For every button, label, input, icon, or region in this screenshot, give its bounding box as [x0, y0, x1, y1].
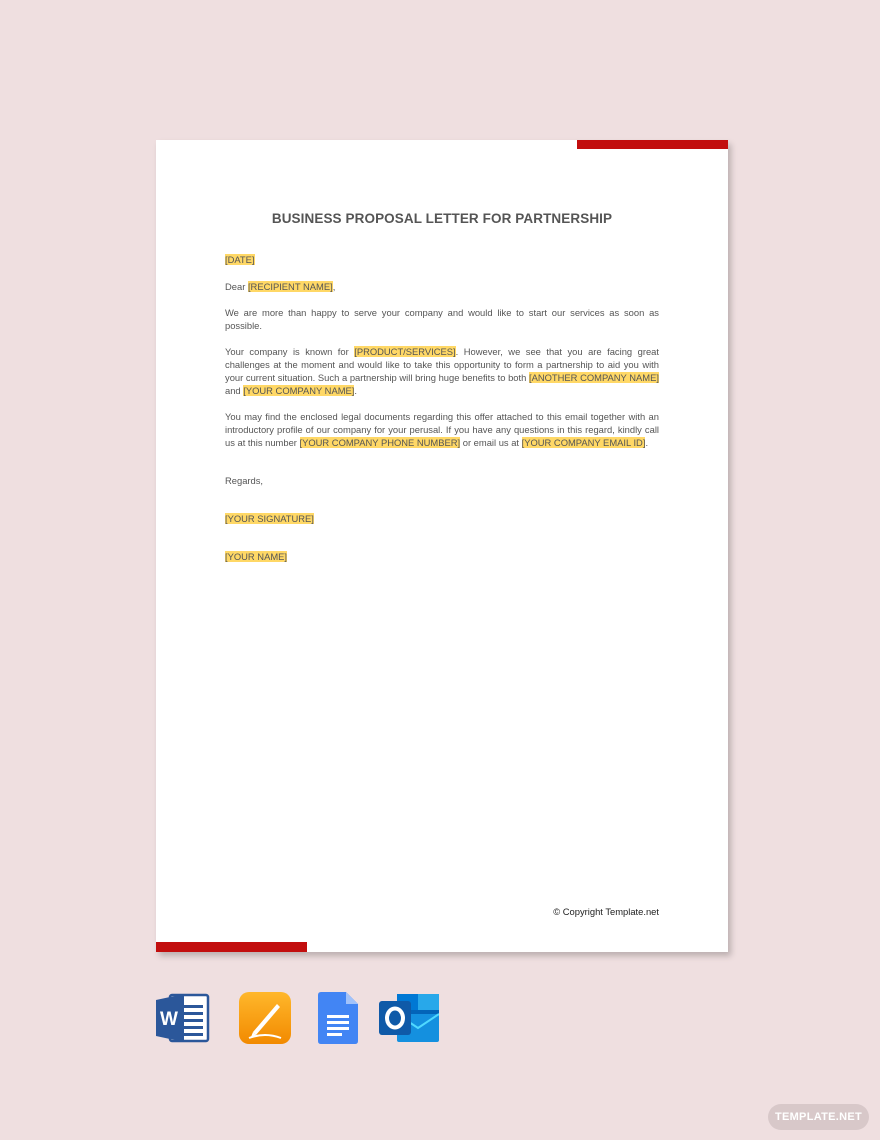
salutation-line — [225, 280, 659, 293]
paragraph-text: or email us at — [460, 437, 522, 448]
signature-line — [225, 512, 659, 525]
phone-placeholder: [YOUR COMPANY PHONE NUMBER] — [299, 437, 461, 448]
closing-line: Regards, — [225, 475, 264, 486]
svg-text:W: W — [160, 1009, 178, 1030]
your-company-placeholder: [YOUR COMPANY NAME] — [243, 385, 355, 396]
document-page — [156, 140, 728, 952]
paragraph-intro: We are more than happy to serve your company and would like to start our services as soon as possible. — [225, 307, 659, 331]
paragraph-contact — [225, 410, 659, 449]
paragraph-text: . — [645, 437, 649, 448]
recipient-placeholder: [RECIPIENT NAME] — [247, 281, 333, 292]
name-placeholder: [YOUR NAME] — [225, 551, 287, 562]
paragraph-text: Your company is known for — [225, 346, 355, 357]
product-services-placeholder: [PRODUCT/SERVICES] — [354, 346, 456, 357]
microsoft-word-icon[interactable] — [156, 992, 210, 1044]
paragraph-text: and — [225, 385, 244, 396]
paragraph-text: You may find the enclosed legal documents regarding this offer attached to this email together with an introductory profile of our company for your perusal. If you have any questions in this regard, kindly call us at this number — [225, 411, 659, 448]
signature-placeholder: [YOUR SIGNATURE] — [225, 513, 314, 524]
salutation-suffix: , — [332, 281, 336, 292]
document-title: BUSINESS PROPOSAL LETTER FOR PARTNERSHIP — [271, 211, 613, 226]
name-line — [225, 550, 659, 563]
apple-pages-icon[interactable] — [239, 992, 291, 1044]
copyright-notice: © Copyright Template.net — [553, 906, 659, 917]
email-placeholder: [YOUR COMPANY EMAIL ID] — [521, 437, 646, 448]
accent-bar-top — [577, 140, 728, 149]
date-line — [225, 253, 659, 266]
accent-bar-bottom — [156, 942, 307, 952]
another-company-placeholder: [ANOTHER COMPANY NAME] — [528, 372, 659, 383]
template-net-badge[interactable]: TEMPLATE.NET — [768, 1104, 869, 1130]
google-docs-icon[interactable] — [318, 992, 358, 1044]
letter-body — [225, 253, 659, 563]
paragraph-text: . — [354, 385, 357, 396]
date-placeholder: [DATE] — [225, 254, 255, 265]
paragraph-text: . However, we see that you are facing great challenges at the moment and would like to take this opportunity to form a partnership to aid you with your current situation. Such a partnership will bring huge benefits to both — [225, 346, 659, 383]
microsoft-outlook-icon[interactable] — [379, 992, 439, 1044]
salutation-prefix: Dear — [225, 281, 248, 292]
paragraph-partnership — [225, 345, 659, 397]
